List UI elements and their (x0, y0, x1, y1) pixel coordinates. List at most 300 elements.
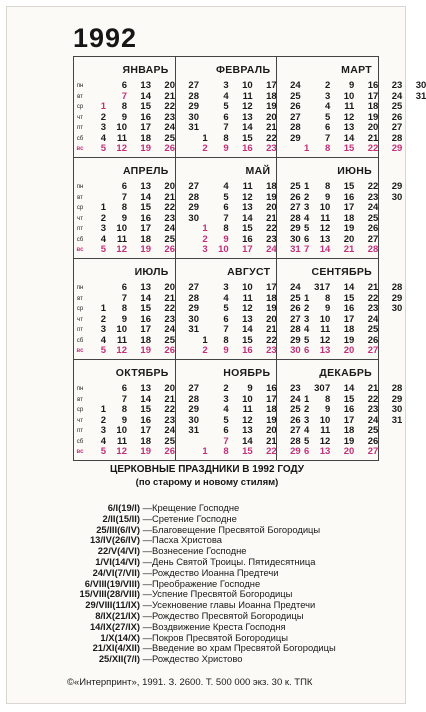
day-number: 29 (188, 404, 199, 415)
week-column (134, 384, 151, 458)
day-number: 23 (266, 143, 277, 154)
holiday-date: 6/I(19/I) (107, 502, 140, 513)
week-column (361, 384, 378, 458)
day-number (409, 123, 426, 134)
week-column (110, 384, 127, 458)
day-number: 3 (304, 414, 310, 426)
day-number: 27 (290, 425, 301, 436)
day-number: 2 (223, 383, 229, 394)
day-number: 20 (164, 282, 175, 293)
day-number: 13 (140, 383, 151, 394)
month-name: АПРЕЛЬ (122, 165, 169, 177)
weekday-label: пн (76, 386, 84, 392)
weekday-label: ср (76, 407, 84, 413)
week-column (292, 384, 309, 458)
day-number: 26 (367, 435, 379, 447)
day-number: 8 (121, 202, 127, 213)
day-number: 30 (290, 345, 301, 356)
day-number: 7 (121, 191, 127, 203)
holiday-name: Сретение Господне (151, 512, 237, 524)
weekday-labels (74, 81, 86, 155)
week-column (158, 384, 175, 458)
day-number: 9 (325, 303, 331, 314)
day-number: 12 (116, 446, 127, 457)
day-number: 28 (290, 212, 301, 224)
holiday-date: 1/VI(14/VI) (95, 555, 140, 567)
day-number: 22 (367, 393, 379, 405)
day-number: 31 (290, 244, 301, 255)
week-column (212, 182, 229, 256)
day-number (385, 315, 402, 326)
weekday-label: пт (77, 428, 83, 434)
day-number: 16 (242, 143, 253, 154)
day-number (191, 416, 208, 427)
day-number: 7 (325, 282, 331, 293)
day-number: 3 (304, 313, 310, 325)
day-number: 10 (242, 393, 253, 405)
day-number: 10 (319, 414, 331, 426)
day-number: 23 (391, 80, 403, 91)
week-column (337, 283, 354, 357)
day-number: 19 (266, 303, 277, 314)
day-number (292, 283, 309, 294)
day-number (191, 405, 208, 416)
day-number: 1 (304, 292, 310, 304)
day-number: 25 (367, 212, 379, 224)
day-number: 2 (100, 111, 106, 123)
day-number: 19 (266, 101, 277, 112)
day-number: 15 (343, 292, 355, 304)
day-number: 8 (223, 223, 229, 234)
day-number: 16 (343, 191, 355, 203)
weekday-label: вс (76, 348, 84, 354)
day-number: 28 (367, 244, 379, 255)
day-number: 2 (100, 414, 106, 426)
day-number: 17 (343, 313, 355, 325)
week-column (337, 81, 354, 155)
holiday-name: Введение во храм Пресвятой Богородицы (151, 642, 336, 654)
weekday-label: вт (77, 194, 83, 201)
day-number: 10 (343, 90, 355, 102)
day-number: 6 (121, 80, 127, 91)
day-number: 14 (343, 132, 355, 144)
day-number: 6 (121, 383, 127, 394)
day-number (191, 102, 208, 113)
day-number: 18 (266, 292, 277, 304)
day-number: 11 (320, 324, 331, 335)
weekday-label: чт (77, 114, 83, 121)
day-number (191, 203, 208, 214)
month-name: ФЕВРАЛЬ (215, 64, 271, 76)
day-number: 17 (343, 202, 355, 213)
week-column (361, 81, 378, 155)
day-number: 30 (391, 404, 403, 415)
day-number (89, 384, 106, 395)
day-number: 25 (290, 181, 301, 192)
day-number: 11 (242, 181, 253, 192)
week-column (337, 384, 354, 458)
week-column (212, 81, 229, 155)
day-number: 25 (367, 425, 379, 436)
holiday-name: Преображение Господне (151, 577, 261, 589)
day-number: 19 (140, 345, 151, 356)
day-number: 2 (100, 313, 106, 325)
day-number: 5 (304, 223, 310, 234)
dash-separator: — (140, 555, 152, 567)
day-number (409, 134, 426, 145)
day-number: 30 (314, 383, 325, 394)
month-block (176, 57, 301, 158)
day-number: 25 (290, 292, 301, 304)
day-number: 30 (188, 313, 199, 325)
day-number: 8 (223, 132, 229, 144)
dash-separator: — (140, 502, 152, 513)
day-number: 12 (319, 223, 331, 234)
day-number (191, 325, 208, 336)
day-number: 4 (100, 435, 106, 447)
day-number: 27 (391, 122, 403, 133)
day-number: 19 (343, 334, 355, 346)
day-number: 3 (223, 80, 229, 91)
day-number (191, 315, 208, 326)
dash-separator: — (140, 523, 152, 535)
day-number: 13 (242, 202, 253, 213)
day-number (385, 203, 402, 214)
day-number (191, 395, 208, 406)
day-number: 1 (304, 181, 310, 192)
day-number: 14 (140, 292, 151, 304)
day-number: 7 (223, 122, 229, 133)
day-number: 8 (121, 404, 127, 415)
day-number: 28 (188, 292, 199, 304)
day-number: 20 (343, 345, 355, 356)
weekday-label: сб (76, 236, 84, 243)
holiday-name: Усекновение главы Иоанна Предтечи (151, 599, 316, 611)
day-number: 19 (266, 191, 277, 203)
day-number: 12 (242, 414, 253, 426)
dash-separator: — (140, 642, 152, 654)
day-number: 31 (188, 425, 199, 436)
day-number: 21 (164, 90, 175, 102)
day-number: 26 (290, 414, 301, 426)
day-number: 12 (343, 111, 355, 123)
month-name: МАЙ (245, 165, 271, 177)
day-number: 10 (242, 80, 253, 91)
day-number: 22 (266, 334, 277, 346)
day-number (409, 113, 426, 124)
day-number: 10 (116, 324, 127, 335)
day-number: 19 (266, 414, 277, 426)
week-column (260, 283, 277, 357)
day-number: 16 (242, 233, 253, 245)
holidays-list (7, 503, 407, 665)
weekday-label: вс (76, 449, 84, 455)
day-number: 21 (266, 212, 277, 224)
day-number (385, 224, 402, 235)
day-number: 4 (100, 132, 106, 144)
weekday-label: пт (77, 327, 83, 333)
day-number: 30 (391, 303, 403, 314)
day-number: 16 (140, 313, 151, 325)
day-number: 24 (290, 80, 301, 91)
holiday-date: 22/V(4/VI) (97, 545, 140, 557)
day-number: 9 (349, 80, 355, 91)
day-number: 12 (319, 334, 331, 346)
dash-separator: — (140, 631, 152, 643)
day-number: 1 (304, 393, 310, 405)
day-number: 4 (223, 90, 229, 102)
day-number: 22 (266, 446, 277, 457)
day-number (191, 81, 208, 92)
day-number (385, 437, 402, 448)
day-number (385, 447, 402, 458)
week-column (89, 283, 106, 357)
week-column (385, 283, 402, 357)
day-number: 9 (223, 233, 229, 245)
day-number: 15 (343, 181, 355, 192)
day-number: 24 (290, 282, 301, 293)
day-number: 7 (121, 292, 127, 304)
day-number: 10 (218, 244, 229, 255)
holiday-name: Благовещение Пресвятой Богородицы (151, 523, 321, 535)
day-number: 18 (140, 435, 151, 447)
day-number: 22 (266, 223, 277, 234)
day-number: 20 (343, 446, 355, 457)
day-number: 29 (391, 143, 403, 154)
day-number: 26 (164, 143, 175, 154)
day-number: 1 (202, 132, 208, 144)
day-number: 14 (242, 324, 253, 335)
day-number (191, 304, 208, 315)
day-number (385, 336, 402, 347)
day-number: 19 (343, 223, 355, 234)
day-number: 2 (202, 143, 208, 154)
day-number (385, 235, 402, 246)
day-number: 11 (116, 233, 127, 245)
day-number: 26 (290, 303, 301, 314)
holiday-row (7, 514, 407, 525)
day-number: 9 (121, 212, 127, 224)
day-number: 26 (164, 345, 175, 356)
holiday-row (7, 654, 407, 665)
day-number: 18 (343, 212, 355, 224)
day-number: 2 (325, 80, 331, 91)
day-number: 15 (140, 202, 151, 213)
month-name: СЕНТЯБРЬ (311, 266, 372, 278)
week-column (292, 81, 309, 155)
day-number: 16 (140, 212, 151, 224)
day-number: 27 (367, 233, 379, 245)
week-column (89, 384, 106, 458)
day-number (191, 426, 208, 437)
day-number: 7 (223, 212, 229, 224)
day-number: 28 (188, 191, 199, 203)
day-number: 12 (319, 435, 331, 447)
dash-separator: — (140, 599, 152, 611)
day-number: 24 (164, 223, 175, 234)
day-number: 2 (304, 191, 310, 203)
dash-separator: — (140, 588, 152, 600)
day-number: 19 (367, 111, 379, 123)
month-name: ЯНВАРЬ (122, 64, 169, 76)
weekday-label: вс (76, 247, 84, 253)
day-number: 23 (367, 191, 379, 203)
day-number: 6 (121, 282, 127, 293)
day-number: 11 (116, 132, 127, 144)
year-title: 1992 (73, 23, 138, 53)
dash-separator: — (140, 512, 152, 524)
weekday-label: сб (76, 337, 84, 344)
holiday-name: Рождество Иоанна Предтечи (151, 566, 279, 578)
day-number (191, 92, 208, 103)
day-number: 11 (344, 101, 355, 112)
weekday-label: пн (76, 285, 84, 291)
day-number: 23 (164, 313, 175, 325)
day-number: 10 (116, 122, 127, 133)
day-number: 3 (304, 202, 310, 213)
day-number: 14 (242, 122, 253, 133)
day-number (191, 384, 208, 395)
day-number: 9 (223, 143, 229, 154)
day-number: 6 (304, 446, 310, 457)
day-number: 18 (140, 233, 151, 245)
holiday-name: Вознесение Господне (151, 545, 247, 557)
day-number: 18 (140, 334, 151, 346)
day-number: 8 (121, 303, 127, 314)
day-number: 9 (121, 414, 127, 426)
day-number: 23 (266, 233, 277, 245)
week-column (409, 81, 426, 155)
holiday-date: 15/VIII(28/VIII) (79, 588, 140, 600)
day-number: 3 (100, 425, 106, 436)
week-column (385, 182, 402, 256)
week-column (158, 81, 175, 155)
day-number: 23 (164, 111, 175, 123)
day-number: 2 (202, 233, 208, 245)
day-number: 20 (164, 80, 175, 91)
month-block (74, 360, 199, 461)
day-number: 21 (164, 191, 175, 203)
day-number: 29 (391, 181, 403, 192)
day-number: 16 (140, 111, 151, 123)
day-number: 18 (140, 132, 151, 144)
weekday-label: чт (77, 417, 83, 424)
day-number: 26 (367, 223, 379, 234)
day-number: 5 (223, 303, 229, 314)
month-block (74, 57, 199, 158)
holiday-row (7, 622, 407, 633)
day-number: 18 (343, 425, 355, 436)
day-number: 21 (367, 383, 379, 394)
weekday-labels (74, 182, 86, 256)
holiday-name: Покров Пресвятой Богородицы (151, 631, 288, 643)
day-number: 16 (343, 303, 355, 314)
day-number (89, 182, 106, 193)
day-number: 1 (100, 404, 106, 415)
day-number: 2 (304, 404, 310, 415)
day-number: 23 (164, 414, 175, 426)
day-number: 9 (121, 111, 127, 123)
day-number: 25 (164, 132, 175, 144)
holiday-name: Рождество Пресвятой Богородицы (151, 609, 304, 621)
day-number: 31 (391, 414, 403, 426)
day-number: 1 (202, 223, 208, 234)
day-number (292, 123, 309, 134)
week-column (134, 182, 151, 256)
day-number (191, 113, 208, 124)
day-number: 16 (242, 345, 253, 356)
day-number: 28 (391, 383, 403, 394)
day-number: 15 (242, 132, 253, 144)
day-number: 5 (100, 244, 106, 255)
weekday-labels (74, 283, 86, 357)
day-number: 28 (290, 122, 301, 133)
day-number: 3 (100, 324, 106, 335)
day-number: 14 (140, 90, 151, 102)
day-number (409, 102, 426, 113)
day-number: 7 (325, 132, 331, 144)
day-number: 10 (116, 223, 127, 234)
day-number: 28 (290, 324, 301, 335)
day-number: 23 (266, 345, 277, 356)
day-number: 14 (319, 244, 331, 255)
day-number: 11 (320, 425, 331, 436)
day-number (89, 283, 106, 294)
day-number: 10 (319, 202, 331, 213)
weekday-label: пт (77, 226, 83, 232)
day-number: 9 (247, 383, 253, 394)
week-column (236, 81, 253, 155)
day-number: 4 (223, 404, 229, 415)
day-number: 22 (164, 202, 175, 213)
day-number: 12 (116, 244, 127, 255)
week-column (236, 384, 253, 458)
day-number: 13 (319, 345, 331, 356)
day-number: 24 (164, 324, 175, 335)
week-column (134, 81, 151, 155)
dash-separator: — (140, 566, 152, 578)
week-column (110, 283, 127, 357)
day-number: 17 (367, 90, 379, 102)
day-number: 15 (343, 393, 355, 405)
day-number: 28 (290, 435, 301, 447)
day-number: 18 (367, 101, 379, 112)
week-column (158, 182, 175, 256)
day-number: 22 (266, 132, 277, 144)
day-number: 18 (266, 181, 277, 192)
week-column (110, 81, 127, 155)
day-number: 5 (223, 414, 229, 426)
day-number: 7 (121, 90, 127, 102)
day-number: 4 (100, 233, 106, 245)
week-column (260, 182, 277, 256)
day-number: 26 (164, 446, 175, 457)
day-number: 5 (223, 101, 229, 112)
day-number (292, 113, 309, 124)
dash-separator: — (140, 653, 152, 665)
day-number: 13 (242, 313, 253, 325)
weekday-label: ср (76, 205, 84, 211)
day-number: 4 (223, 181, 229, 192)
day-number: 30 (415, 80, 426, 91)
day-number (385, 346, 402, 357)
day-number: 4 (223, 292, 229, 304)
day-number: 26 (290, 191, 301, 203)
dash-separator: — (140, 577, 152, 589)
weekday-label: ср (76, 104, 84, 110)
day-number: 20 (266, 313, 277, 325)
day-number: 2 (202, 345, 208, 356)
